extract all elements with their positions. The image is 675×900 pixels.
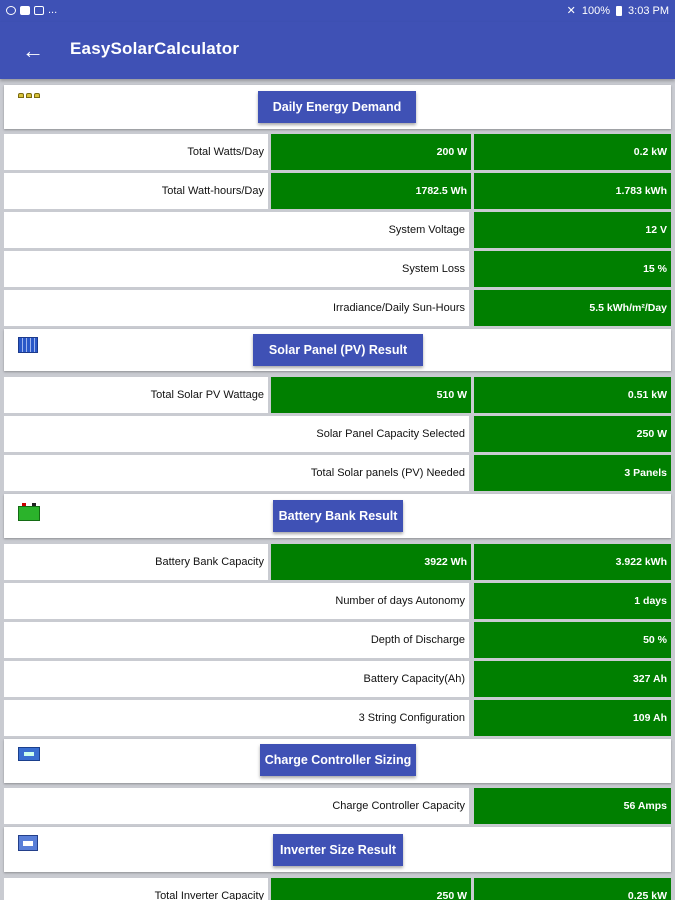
row-value: 56 Amps bbox=[474, 788, 671, 824]
row-label: Number of days Autonomy bbox=[4, 583, 469, 619]
table-row bbox=[4, 583, 671, 619]
status-bar-notifications bbox=[6, 4, 57, 16]
image-icon bbox=[34, 6, 44, 15]
table-row bbox=[4, 251, 671, 287]
section-battery-bank bbox=[4, 494, 671, 538]
battery-percent: 100% bbox=[581, 4, 611, 17]
row-label: Total Solar PV Wattage bbox=[4, 377, 268, 413]
charge-controller-sizing-button[interactable]: Charge Controller Sizing bbox=[260, 744, 416, 776]
section-charge-controller bbox=[4, 739, 671, 783]
row-value: 12 V bbox=[474, 212, 671, 248]
row-label: 3 String Configuration bbox=[4, 700, 469, 736]
row-value-secondary: 3.922 kWh bbox=[474, 544, 671, 580]
section-inverter bbox=[4, 827, 671, 872]
youtube-icon bbox=[20, 6, 30, 15]
bulbs-icon bbox=[18, 93, 42, 109]
solar-panel-result-button[interactable]: Solar Panel (PV) Result bbox=[253, 334, 423, 366]
row-value-primary: 200 W bbox=[271, 134, 471, 170]
row-value-secondary: 0.51 kW bbox=[474, 377, 671, 413]
table-row bbox=[4, 544, 671, 580]
row-value: 327 Ah bbox=[474, 661, 671, 697]
mute-icon: ✕ bbox=[566, 5, 576, 17]
row-label: Depth of Discharge bbox=[4, 622, 469, 658]
table-row bbox=[4, 134, 671, 170]
row-label: System Voltage bbox=[4, 212, 469, 248]
app-title: EasySolarCalculator bbox=[70, 39, 240, 58]
row-value-primary: 1782.5 Wh bbox=[271, 173, 471, 209]
row-value: 109 Ah bbox=[474, 700, 671, 736]
status-bar-system bbox=[567, 4, 669, 17]
row-value: 5.5 kWh/m²/Day bbox=[474, 290, 671, 326]
row-label: Total Inverter Capacity bbox=[4, 878, 268, 900]
section-daily-energy bbox=[4, 85, 671, 129]
row-value-secondary: 0.25 kW bbox=[474, 878, 671, 900]
clock: 3:03 PM bbox=[628, 4, 669, 17]
notification-icon bbox=[6, 6, 16, 15]
table-row bbox=[4, 290, 671, 326]
row-label: System Loss bbox=[4, 251, 469, 287]
row-label: Charge Controller Capacity bbox=[4, 788, 469, 824]
row-label: Irradiance/Daily Sun-Hours bbox=[4, 290, 469, 326]
more-notifications-text: ... bbox=[48, 4, 58, 16]
status-bar bbox=[0, 0, 675, 22]
solar-panel-icon bbox=[18, 337, 38, 353]
battery-bank-result-button[interactable]: Battery Bank Result bbox=[273, 500, 403, 532]
app-bar bbox=[0, 22, 675, 79]
battery-status-icon bbox=[616, 6, 622, 16]
charge-controller-icon bbox=[18, 747, 40, 761]
table-row bbox=[4, 788, 671, 824]
row-value-primary: 510 W bbox=[271, 377, 471, 413]
row-value: 3 Panels bbox=[474, 455, 671, 491]
inverter-icon bbox=[18, 835, 38, 851]
row-label: Battery Bank Capacity bbox=[4, 544, 268, 580]
row-value: 50 % bbox=[474, 622, 671, 658]
row-value-secondary: 1.783 kWh bbox=[474, 173, 671, 209]
row-label: Total Solar panels (PV) Needed bbox=[4, 455, 469, 491]
row-label: Total Watt-hours/Day bbox=[4, 173, 268, 209]
table-row bbox=[4, 622, 671, 658]
table-row bbox=[4, 173, 671, 209]
row-value: 1 days bbox=[474, 583, 671, 619]
row-label: Battery Capacity(Ah) bbox=[4, 661, 469, 697]
table-row bbox=[4, 455, 671, 491]
table-row bbox=[4, 878, 671, 900]
row-label: Total Watts/Day bbox=[4, 134, 268, 170]
row-value-secondary: 0.2 kW bbox=[474, 134, 671, 170]
battery-icon bbox=[18, 506, 40, 521]
table-row bbox=[4, 416, 671, 452]
inverter-size-result-button[interactable]: Inverter Size Result bbox=[273, 834, 403, 866]
table-row bbox=[4, 377, 671, 413]
table-row bbox=[4, 700, 671, 736]
row-value: 15 % bbox=[474, 251, 671, 287]
section-solar-panel bbox=[4, 329, 671, 371]
daily-energy-demand-button[interactable]: Daily Energy Demand bbox=[258, 91, 416, 123]
row-value: 250 W bbox=[474, 416, 671, 452]
row-label: Solar Panel Capacity Selected bbox=[4, 416, 469, 452]
table-row bbox=[4, 212, 671, 248]
row-value-primary: 250 W bbox=[271, 878, 471, 900]
arrow-back-icon[interactable]: ← bbox=[22, 38, 44, 63]
row-value-primary: 3922 Wh bbox=[271, 544, 471, 580]
table-row bbox=[4, 661, 671, 697]
